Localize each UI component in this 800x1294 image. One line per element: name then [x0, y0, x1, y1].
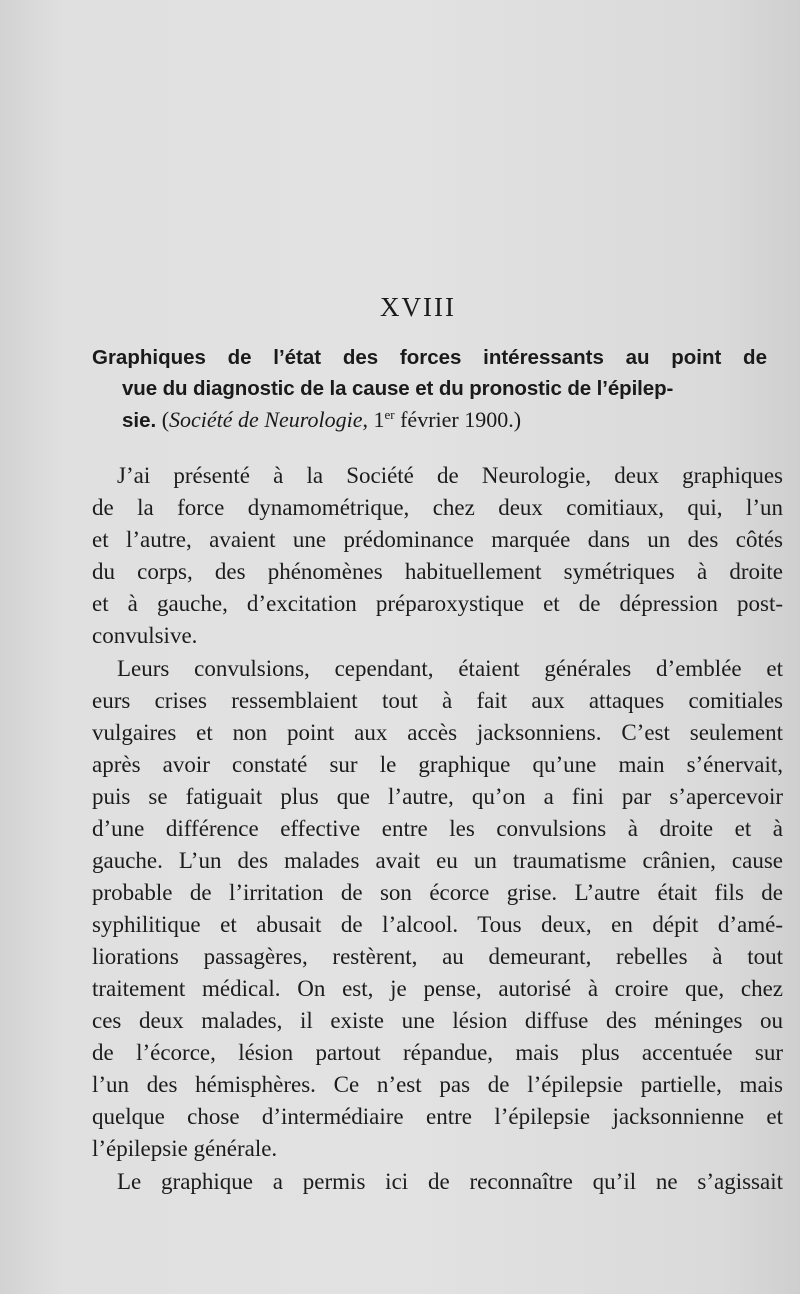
body-line: quelque chose d’intermédiaire entre l’épilepsie jacksonnienne et: [92, 1104, 783, 1129]
body-line: du corps, des phénomènes habituellement symétriques à droite: [92, 559, 783, 584]
body-line: eurs crises ressemblaient tout à fait aux attaques comitiales: [92, 688, 783, 713]
body-line: probable de l’irritation de son écorce grise. L’autre était fils de: [92, 880, 783, 905]
body-line: vulgaires et non point aux accès jacksonniens. C’est seulement: [92, 720, 783, 745]
body-line: après avoir constaté sur le graphique qu’une main s’énervait,: [92, 752, 783, 777]
body-line: J’ai présenté à la Société de Neurologie, deux graphiques: [117, 463, 783, 488]
heading-line-3: [92, 404, 767, 436]
source-open: (: [156, 407, 170, 432]
chapter-number: XVIII: [380, 292, 456, 322]
source-society: Société de Neurologie: [169, 407, 363, 432]
source-comma: , 1: [362, 407, 385, 432]
body-line: Le graphique a permis ici de reconnaître qu’il ne s’agissait: [117, 1169, 783, 1194]
section-heading: [92, 342, 767, 436]
body-line: l’un des hémisphères. Ce n’est pas de l’épilepsie partielle, mais: [92, 1072, 783, 1097]
heading-source: [156, 407, 521, 432]
body-line: d’une différence effective entre les convulsions à droite et à: [92, 816, 783, 841]
body-line: traitement médical. On est, je pense, autorisé à croire que, chez: [92, 976, 783, 1001]
body-line: syphilitique et abusait de l’alcool. Tous deux, en dépit d’amé-: [92, 912, 783, 937]
heading-line-3-text: sie.: [122, 409, 157, 432]
body-line: Leurs convulsions, cependant, étaient générales d’emblée et: [117, 656, 783, 681]
body-line: et l’autre, avaient une prédominance marquée dans un des côtés: [92, 527, 783, 552]
body-line: puis se fatiguait plus que l’autre, qu’on a fini par s’apercevoir: [92, 784, 783, 809]
heading-line-1: Graphiques de l’état des forces intéressants au point de: [92, 346, 767, 369]
body-line: ces deux malades, il existe une lésion diffuse des méninges ou: [92, 1008, 783, 1033]
body-line: de l’écorce, lésion partout répandue, mais plus accentuée sur: [92, 1040, 783, 1065]
source-date: février 1900.): [394, 407, 522, 432]
heading-line-2: vue du diagnostic de la cause et du pronostic de l’épilep-: [122, 377, 674, 400]
body-line: de la force dynamométrique, chez deux comitiaux, qui, l’un: [92, 495, 783, 520]
body-line: convulsive.: [92, 623, 198, 648]
body-line: et à gauche, d’excitation préparoxystique et de dépression post-: [92, 591, 783, 616]
source-superscript: er: [384, 407, 395, 422]
body-line: liorations passagères, restèrent, au demeurant, rebelles à tout: [92, 944, 783, 969]
body-line: l’épilepsie générale.: [92, 1136, 278, 1161]
body-line: gauche. L’un des malades avait eu un traumatisme crânien, cause: [92, 848, 783, 873]
